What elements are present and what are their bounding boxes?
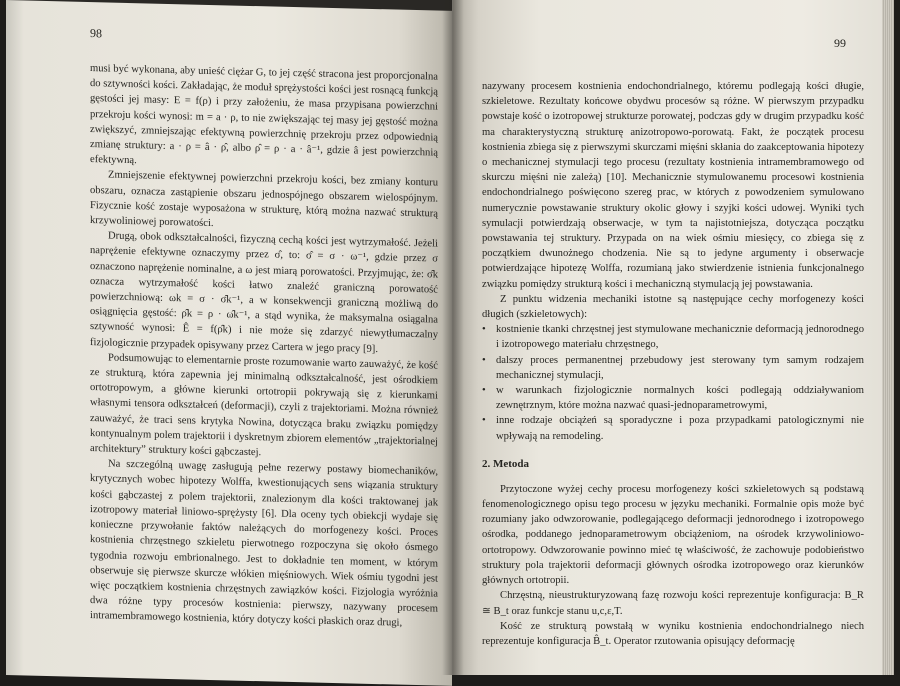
paragraph: musi być wykonana, aby unieść ciężar G, to jej część stracona jest proporcjonalna do sztywności kości. Zakładając, że moduł sprężystości kości jest rosnącą funkcją gęstości jej masy: E = f(ρ) i przy założeniu, że masa przypisana powierzchni przekroju kości wynosi: m = a · ρ, to nie zwiększając tej masy jej gęstość można zwiększyć, zmniejszając efektywną powierzchnię przekroju przez odpowiednią zmianę struktury: a · ρ = â · ρ̂, albo ρ̂ = ρ · a · â⁻¹, gdzie â jest powierzchnią efektywną. [90, 63, 438, 167]
paragraph: Chrzęstną, nieustrukturyzowaną fazę rozwoju kości reprezentuje konfiguracja: B_R ≅ B_t oraz funkcje stanu u,c,ε,T. [482, 590, 864, 617]
list-item: • kostnienie tkanki chrzęstnej jest stymulowane mechanicznie deformacją jednorodnego i izotropowego materiału chrzęstnego, [482, 322, 864, 352]
section-heading: 2. Metoda [482, 457, 530, 470]
left-page [6, 0, 452, 686]
page-edges [882, 0, 894, 675]
feature-list [482, 322, 864, 444]
paragraph: Kość ze strukturą powstałą w wyniku kostnienia endochondrialnego niech reprezentuje konfiguracja B̂_t. Operator rzutowania opisujący deformację [482, 620, 864, 647]
right-page [452, 0, 890, 675]
page-number-right: 99 [834, 36, 846, 50]
paragraph: Na szczególną uwagę zasługują pełne rezerwy postawy biomechaników, krytycznych wobec hipotezy Wolffa, kwestionujących sens wiązania struktury kości gąbczastej z polem trajektorii, znalezionym dla kości traktowanej jak izotropowy materiał liniowo-sprężysty [6]. Dla oceny tych obiekcji wydaje się konieczne przywołanie faktów należących do morfogenezy kości. Proces kostnienia chrzęstnego szkieletu pierwotnego rozpoczyna się około ósmego tygodnia rozwoju embrionalnego. Jest to dokładnie ten moment, w którym obserwuje się pierwsze skurcze włókien mięśniowych. Wiek ośmiu tygodni jest więc początkiem kostnienia chrzęstnych zawiązków kości. Fizjologia wyróżnia dwa różne typy procesów kostnienia: pierwszy, nazywany procesem intramembramowego kostnienia, który dotyczy kości płaskich oraz drugi, [90, 458, 438, 629]
paragraph: Zmniejszenie efektywnej powierzchni przekroju kości, bez zmiany konturu obszaru, oznacza zastąpienie obszaru jednospójnego obszarem wielospójnym. Fizycznie kość zostaje wyposażona w strukturę, którą można nazwać strukturą krzywoliniowej porowatości. [90, 169, 438, 230]
list-item: • dalszy proces permanentnej przebudowy jest sterowany tym samym rodzajem mechanicznej stymulacji, [482, 353, 864, 383]
paragraph: Przytoczone wyżej cechy procesu morfogenezy kości szkieletowych są podstawą fenomenologicznego opisu tego procesu w języku mechaniki. Formalnie opis może być rozumiany jako odwzorowanie, podlegającego deformacji jednorodnego i izotropowego ośrodka, poddanego jednoparametrowym obciążeniom, na ośrodek krzywoliniowo-ortotropowy. Odwzorowanie powinno mieć tę właściwość, że zachowuje podobieństwo struktury pola trajektorii deformacji głównych ośrodka izotropowego oraz kierunków głównych ortotropii. [482, 483, 864, 587]
paragraph: nazywany procesem kostnienia endochondrialnego, któremu podlegają kości długie, szkieletowe. Rezultaty końcowe obydwu procesów są różne. W pierwszym przypadku powstaje kość o izotropowej strukturze porowatej, podczas gdy w drugim przypadku kość ma charakterystyczną strukturę anizotropowo-porowatą. Fakt, że początek procesu kostnienia zbiega się z pierwszymi skurczami mięśni skłania do zaakceptowania hipotezy o mechanicznej stymulacji tego procesu (rezultaty kostnienia intramembramowego od skurczu mięśni nie zależą) [10]. Mechanicznie stymulowanemu procesowi kostnienia endochondrialnego poświęcono szereg prac, w których z powodzeniem symulowano numerycznie powstawanie struktury okolic głowy i szyjki kości udowej. Wyniki tych symulacji potwierdzają obserwacje, w tym ta najistotniejsza, dotycząca początku powstawania tej struktury. Przypada on na wiek ośmiu miesięcy, co zbiega się z początkiem dwunożnego chodzenia. Nie są to jedyne argumenty i obserwacje potwierdzające hipotezę Wolffa, rozumianą jako stwierdzenie istnienia funkcjonalnego związku pomiędzy strukturą kości i mechaniczną stymulacją jej powstawania. [482, 81, 864, 290]
paragraph: Podsumowując to elementarnie proste rozumowanie warto zauważyć, że kość ze strukturą, która zapewnia jej minimalną odkształcalność, jest ośrodkiem ortotropowym, a główne kierunki ortotropii pokrywają się z kierunkami własnymi tensora odkształceń (deformacji), czyli z trajektoriami. Można również zauważyć, że traci sens krytyka Nowina, dotycząca braku związku pomiędzy kontynualnym polem trajektorii i dyskretnym zbiorem elementów „trajektorialnej architektury” struktury kości gąbczastej. [90, 352, 438, 459]
list-item: • w warunkach fizjologicznie normalnych kości podlegają oddziaływaniom zewnętrznym, które można nazwać quasi-jednoparametrowymi, [482, 383, 864, 413]
open-book [6, 0, 894, 675]
list-item: • inne rodzaje obciążeń są sporadyczne i poza przypadkami patologicznymi nie wpływają na remodeling. [482, 413, 864, 443]
paragraph: Z punktu widzenia mechaniki istotne są następujące cechy morfogenezy kości długich (szkieletowych): [482, 293, 864, 321]
paragraph: Drugą, obok odkształcalności, fizyczną cechą kości jest wytrzymałość. Jeżeli naprężenie efektywne oznaczymy przez σ̂, to: σ̂ = σ · ω⁻¹, gdzie przez σ oznaczono naprężenie nominalne, a ω jest miarą porowatości. Przyjmując, że: σ̂k oznacza wytrzymałość kości łatwo znaleźć graniczną porowatość powierzchniową: ωk = σ · σ̂k⁻¹, a w konsekwencji graniczną możliwą do osiągnięcia gęstość: ρ̂k = ρ · ω̂k⁻¹, a stąd wynika, że maksymalna osiągalna sztywność wynosi: Ê = f(ρ̂k) i nie może się zdarzyć niewytłumaczalny fizjologicznie przypadek opisywany przez Cartera w jego pracy [9]. [90, 230, 438, 355]
page-number-left: 98 [90, 26, 102, 41]
book-gutter [442, 0, 464, 675]
